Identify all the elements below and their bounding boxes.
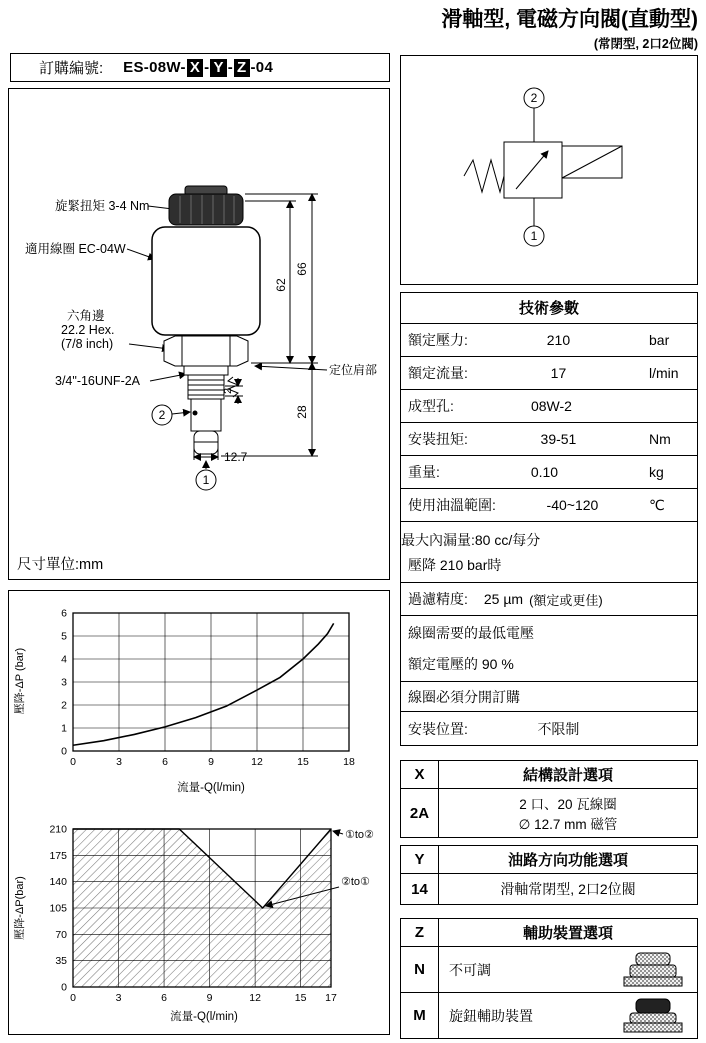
option-header-z: 輔助裝置選項 (522, 925, 613, 942)
hex-label-line2: 22.2 Hex. (61, 323, 115, 337)
option-table-z-header-row (401, 919, 697, 946)
spec-value: 0.10 (530, 464, 559, 480)
option-row-key: 2A (401, 789, 439, 837)
svg-text:17: 17 (325, 992, 337, 1004)
spec-unit: bar (649, 332, 670, 348)
page-subtitle: (常閉型, 2口2位閥) (593, 37, 698, 51)
option-row-line1: 2 口、20 瓦線圈 (519, 797, 617, 812)
spec-unit: kg (649, 464, 664, 480)
spec-row-filtration (401, 582, 697, 615)
option-row-key: N (401, 947, 439, 992)
svg-text:4: 4 (61, 653, 67, 666)
spec-note-line2: 額定電壓的 90 % (408, 656, 514, 672)
units-label: 尺寸單位:mm (17, 557, 104, 573)
side-port-hole (193, 411, 198, 416)
spring-symbol (464, 160, 504, 192)
dim-66: 66 (295, 262, 309, 276)
option-key-z: Z (401, 919, 439, 946)
svg-text:3: 3 (116, 756, 122, 768)
option-key-y: Y (401, 846, 439, 873)
svg-text:3: 3 (61, 676, 67, 689)
coil-label: 適用線圈 EC-04W (25, 242, 126, 256)
shoulder-label: 定位肩部 (329, 363, 378, 377)
svg-text:①to②: ①to② (345, 829, 374, 841)
option-row-text: 旋鈕輔助裝置 (449, 1007, 533, 1024)
dim-2: 2 (222, 388, 234, 394)
hex-label-line1: 六角邊 (67, 309, 105, 323)
dim-12-7: 12.7 (224, 450, 248, 464)
order-label: 訂購編號: (39, 60, 104, 77)
option-table-x-header-row (401, 761, 697, 788)
coil-body (152, 227, 260, 335)
chart1-xlabel: 流量-Q(l/min) (177, 782, 245, 794)
svg-text:②to①: ②to① (341, 876, 370, 888)
spec-label: 過濾精度: (408, 591, 468, 607)
svg-text:9: 9 (208, 756, 214, 768)
operating-envelope-chart (9, 813, 388, 1031)
chart2-ylabel: 壓降-ΔP(bar) (14, 876, 26, 940)
spec-label: 安裝扭矩: (408, 431, 468, 447)
spec-value: 80 cc/每分 (474, 532, 541, 548)
svg-text:6: 6 (61, 607, 67, 620)
svg-text:6: 6 (162, 756, 168, 768)
pressure-drop-chart (9, 599, 388, 804)
spec-row-coil-note (401, 681, 697, 711)
svg-text:6: 6 (161, 992, 167, 1004)
option-table-y-header-row (401, 846, 697, 873)
spec-value: 不限制 (537, 720, 580, 737)
option-header-x: 結構設計選項 (522, 767, 613, 784)
svg-text:2: 2 (61, 699, 67, 712)
spec-label: 安裝位置: (408, 720, 468, 737)
svg-text:15: 15 (297, 756, 309, 768)
thread-label: 3/4"-16UNF-2A (55, 374, 141, 388)
option-row-content (439, 993, 697, 1038)
svg-text:0: 0 (61, 981, 67, 994)
svg-text:12: 12 (249, 992, 261, 1004)
svg-text:0: 0 (70, 756, 76, 768)
svg-text:15: 15 (294, 992, 307, 1004)
spec-label: 使用油溫範圍: (408, 497, 496, 513)
specs-header: 技術參數 (518, 300, 579, 317)
spec-row-max-leakage (401, 521, 697, 582)
option-header-y: 油路方向功能選項 (507, 852, 628, 869)
spec-label: 額定流量: (408, 365, 468, 381)
spec-row-install-torque (401, 422, 697, 455)
spec-note: 線圈必須分開訂購 (408, 688, 520, 705)
option-row-content (439, 789, 697, 837)
spec-label: 成型孔: (408, 398, 454, 414)
option-row-line2: ∅ 12.7 mm 磁管 (518, 817, 618, 832)
charts-panel (8, 590, 390, 1035)
symbol-lines (464, 88, 622, 246)
pressure-drop-curve (73, 623, 334, 745)
spec-label: 最大內漏量: (401, 532, 475, 548)
option-row-14 (401, 873, 697, 904)
spec-label: 額定壓力: (408, 332, 468, 348)
locating-shoulder (184, 366, 228, 375)
order-number-box (10, 53, 390, 82)
spec-value: 17 (550, 365, 567, 381)
dimension-drawing-panel (8, 88, 390, 580)
coil-leader (127, 249, 155, 259)
order-code-z: Z (234, 59, 249, 77)
spec-unit: ℃ (649, 496, 665, 513)
option-row-2a (401, 788, 697, 837)
fixed-nut-icon (621, 951, 685, 989)
valve-drawing (9, 89, 388, 578)
chart2-xlabel: 流量-Q(l/min) (170, 1011, 238, 1023)
spec-row-mounting (401, 711, 697, 745)
option-row-content: 滑軸常閉型, 2口2位閥 (500, 881, 636, 897)
order-code (123, 59, 273, 77)
order-code-suffix: -04 (250, 58, 274, 76)
flow-arrow (516, 151, 548, 189)
torque-label: 旋緊扭矩 3-4 Nm (55, 199, 150, 213)
svg-text:3: 3 (115, 992, 122, 1004)
chart-grid (73, 613, 349, 751)
spec-value: 210 (546, 332, 571, 348)
svg-text:210: 210 (49, 823, 67, 836)
chart-tick-labels (61, 608, 355, 769)
spec-note: 壓降 210 bar時 (408, 557, 502, 573)
spec-unit: l/min (649, 365, 679, 381)
symbol-port-2-label: 2 (530, 91, 538, 105)
spec-unit: Nm (649, 431, 671, 447)
order-code-prefix: ES-08W- (123, 58, 186, 76)
dim-62: 62 (274, 278, 288, 292)
page-title: 滑軸型, 電磁方向閥(直動型) (441, 8, 698, 31)
hex-nut (164, 336, 248, 366)
option-row-m (401, 992, 697, 1038)
spec-row-cavity (401, 389, 697, 422)
svg-text:70: 70 (55, 928, 67, 941)
port-1-label: 1 (202, 473, 210, 487)
option-row-n (401, 946, 697, 992)
svg-text:35: 35 (55, 955, 67, 968)
shoulder-leader (255, 366, 327, 370)
svg-text:105: 105 (49, 902, 67, 915)
svg-text:0: 0 (70, 992, 76, 1004)
order-code-y: Y (210, 59, 226, 77)
svg-text:5: 5 (61, 630, 67, 643)
thread-leader (150, 374, 186, 381)
chart1-ylabel: 壓降-ΔP (bar) (14, 647, 26, 715)
svg-text:175: 175 (49, 849, 67, 862)
spec-row-rated-flow (401, 356, 697, 389)
svg-text:140: 140 (49, 876, 67, 889)
hydraulic-symbol-panel (400, 55, 698, 285)
svg-text:12: 12 (251, 756, 263, 768)
svg-text:18: 18 (343, 756, 355, 768)
spec-label: 重量: (408, 464, 440, 480)
spec-note-line1: 線圈需要的最低電壓 (408, 625, 534, 641)
svg-text:9: 9 (206, 992, 213, 1004)
option-row-text: 不可調 (449, 961, 491, 978)
spec-value: -40~120 (546, 497, 599, 513)
hydraulic-symbol (401, 56, 696, 283)
spec-row-min-voltage (401, 615, 697, 681)
dim-28: 28 (295, 405, 309, 419)
hex-label-line3: (7/8 inch) (61, 337, 114, 351)
spec-value: 08W-2 (530, 398, 572, 414)
option-row-content (439, 947, 697, 992)
option-table-z (400, 918, 698, 1039)
option-key-x: X (401, 761, 439, 788)
option-row-key: M (401, 993, 439, 1038)
knob-icon (621, 997, 685, 1035)
spec-row-rated-pressure (401, 323, 697, 356)
spec-row-weight (401, 455, 697, 488)
spec-value: 25 µm (483, 591, 524, 607)
symbol-port-1-label: 1 (530, 229, 538, 243)
valve-position-square (504, 142, 562, 198)
option-table-x (400, 760, 698, 838)
spec-note: (額定或更佳) (529, 592, 603, 608)
specs-table (400, 292, 698, 746)
hex-leader (129, 344, 169, 349)
order-code-x: X (187, 59, 203, 77)
svg-text:1: 1 (61, 722, 67, 735)
port-2-leader (172, 412, 190, 414)
order-code-dash2: - (227, 58, 234, 76)
option-table-y (400, 845, 698, 905)
order-code-dash1: - (204, 58, 210, 76)
svg-text:0: 0 (61, 745, 67, 758)
option-row-key: 14 (401, 874, 439, 904)
page-header (300, 3, 698, 52)
port-2-label: 2 (158, 408, 166, 422)
spec-value: 39-51 (540, 431, 577, 447)
spec-row-oil-temp (401, 488, 697, 521)
